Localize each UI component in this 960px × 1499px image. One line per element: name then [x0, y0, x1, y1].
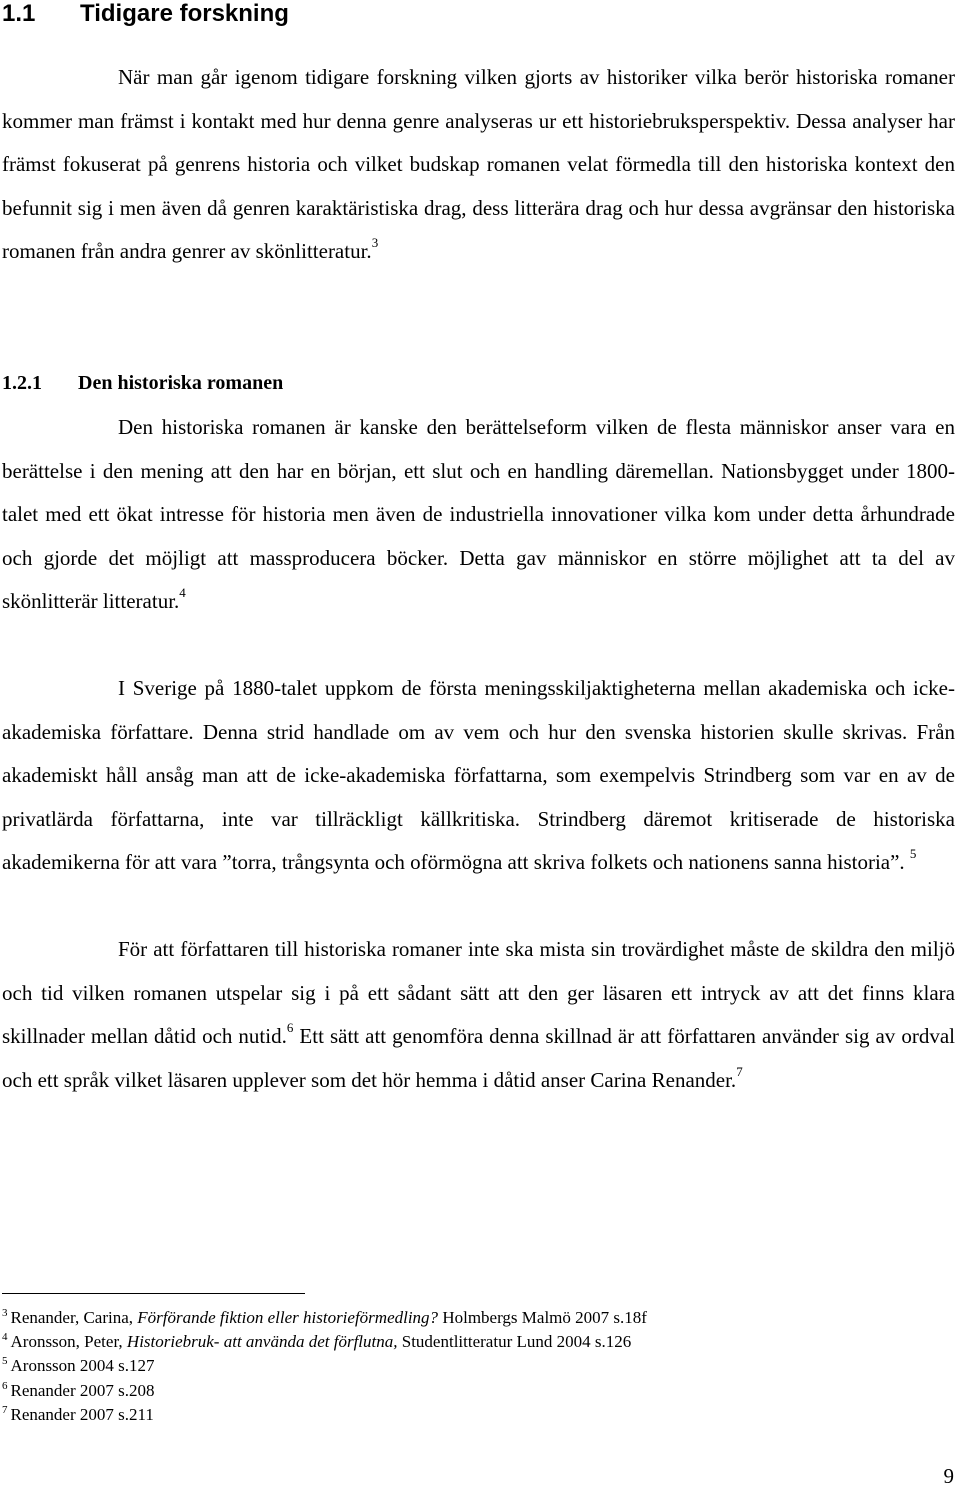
footnote-title: Historiebruk- att använda det förflutna, [126, 1332, 398, 1352]
footnote-number: 7 [2, 1403, 8, 1416]
paragraph-text: Ett sätt att genomföra denna skillnad är att författaren använder sig av ordval och ett språk vilket läsaren upplever som det hör hemma i dåtid anser Carina Renander. [2, 1024, 956, 1092]
footnote [2, 1354, 942, 1378]
footnote-reference[interactable]: 4 [179, 585, 186, 601]
paragraph-text: För att författaren till historiska romaner inte ska mista sin trovärdighet måste de skildra den miljö och tid vilken romanen utspelar sig i på ett sådant sätt att den ger läsaren ett intryck av att det finns klara skillnader mellan dåtid och nutid. [2, 937, 955, 1049]
footnote-text: Holmbergs Malmö 2007 s.18f [438, 1308, 647, 1327]
footnote-title: Förförande fiktion eller historieförmedling? [137, 1308, 439, 1327]
footnote-number: 5 [2, 1355, 8, 1368]
section-title: Tidigare forskning [80, 0, 289, 27]
paragraph-sweden-1880s [2, 667, 955, 885]
footnote-text: Renander 2007 s.208 [10, 1380, 155, 1400]
footnote-number: 4 [2, 1331, 8, 1344]
subsection-heading [2, 370, 283, 396]
page-number: 9 [943, 1464, 954, 1488]
footnotes [2, 1306, 942, 1427]
footnote-reference[interactable]: 5 [909, 846, 917, 862]
footnote-reference[interactable]: 3 [371, 235, 379, 251]
footnote-reference[interactable]: 7 [736, 1063, 743, 1079]
section-number: 1.1 [2, 0, 36, 27]
footnote-text: Renander, Carina, [10, 1308, 138, 1327]
footnote-text: Aronsson 2004 s.127 [10, 1356, 155, 1376]
paragraph-text: I Sverige på 1880-talet uppkom de första meningsskiljaktigheterna mellan akademiska och icke-akademiska författare. Denna strid handlade om av vem och hur den svenska historien skulle skrivas. Från akademiskt håll ansåg man att de icke-akademiska författarna, som exempelvis Strindberg som var en av de privatlärda författarna, inte var tillräckligt källkritiska. Strindberg däremot kritiserade de historiska akademikerna för att vara ”torra, trångsynta och oförmögna att skriva folkets och nationens sanna historia”. [2, 676, 955, 875]
subsection-number: 1.2.1 [2, 372, 42, 394]
footnote-text: Renander 2007 s.211 [10, 1404, 154, 1424]
subsection-title: Den historiska romanen [78, 372, 284, 394]
footnote-number: 3 [2, 1307, 8, 1319]
paragraph-historical-novel [2, 406, 955, 624]
paragraph-text: Den historiska romanen är kanske den berättelseform vilken de flesta människor anser vara en berättelse i den mening att den har en början, ett slut och en handling däremellan. Nationsbygget under 1800-talet med ett ökat intresse för historia men även de industriella innovationer vilka kom under detta århundrade och gjorde det möjligt att massproducera böcker. Detta gav människor en större möjlighet att ta del av skönlitterär litteratur. [2, 415, 955, 614]
footnote [2, 1330, 942, 1354]
footnote-text: Studentlitteratur Lund 2004 s.126 [397, 1332, 632, 1352]
paragraph-previous-research [2, 56, 955, 274]
paragraph-credibility [2, 928, 955, 1102]
section-heading [2, 0, 289, 28]
footnote-text: Aronsson, Peter, [10, 1332, 127, 1352]
footnote [2, 1379, 942, 1403]
footnote [2, 1403, 942, 1427]
paragraph-text: När man går igenom tidigare forskning vilken gjorts av historiker vilka berör historiska romaner kommer man främst i kontakt med hur denna genre analyseras ur ett historiebruksperspektiv. Dessa analyser har främst fokuserat på genrens historia och vilket budskap romanen velat förmedla till den historiska kontext den befunnit sig i men även då genren karaktäristiska drag, dess litterära drag och hur dessa avgränsar den historiska romanen från andra genrer av skönlitteratur. [2, 65, 955, 264]
footnote-number: 6 [2, 1379, 8, 1392]
footnote [2, 1306, 942, 1330]
footnote-separator [2, 1293, 305, 1294]
footnote-reference[interactable]: 6 [286, 1020, 294, 1036]
